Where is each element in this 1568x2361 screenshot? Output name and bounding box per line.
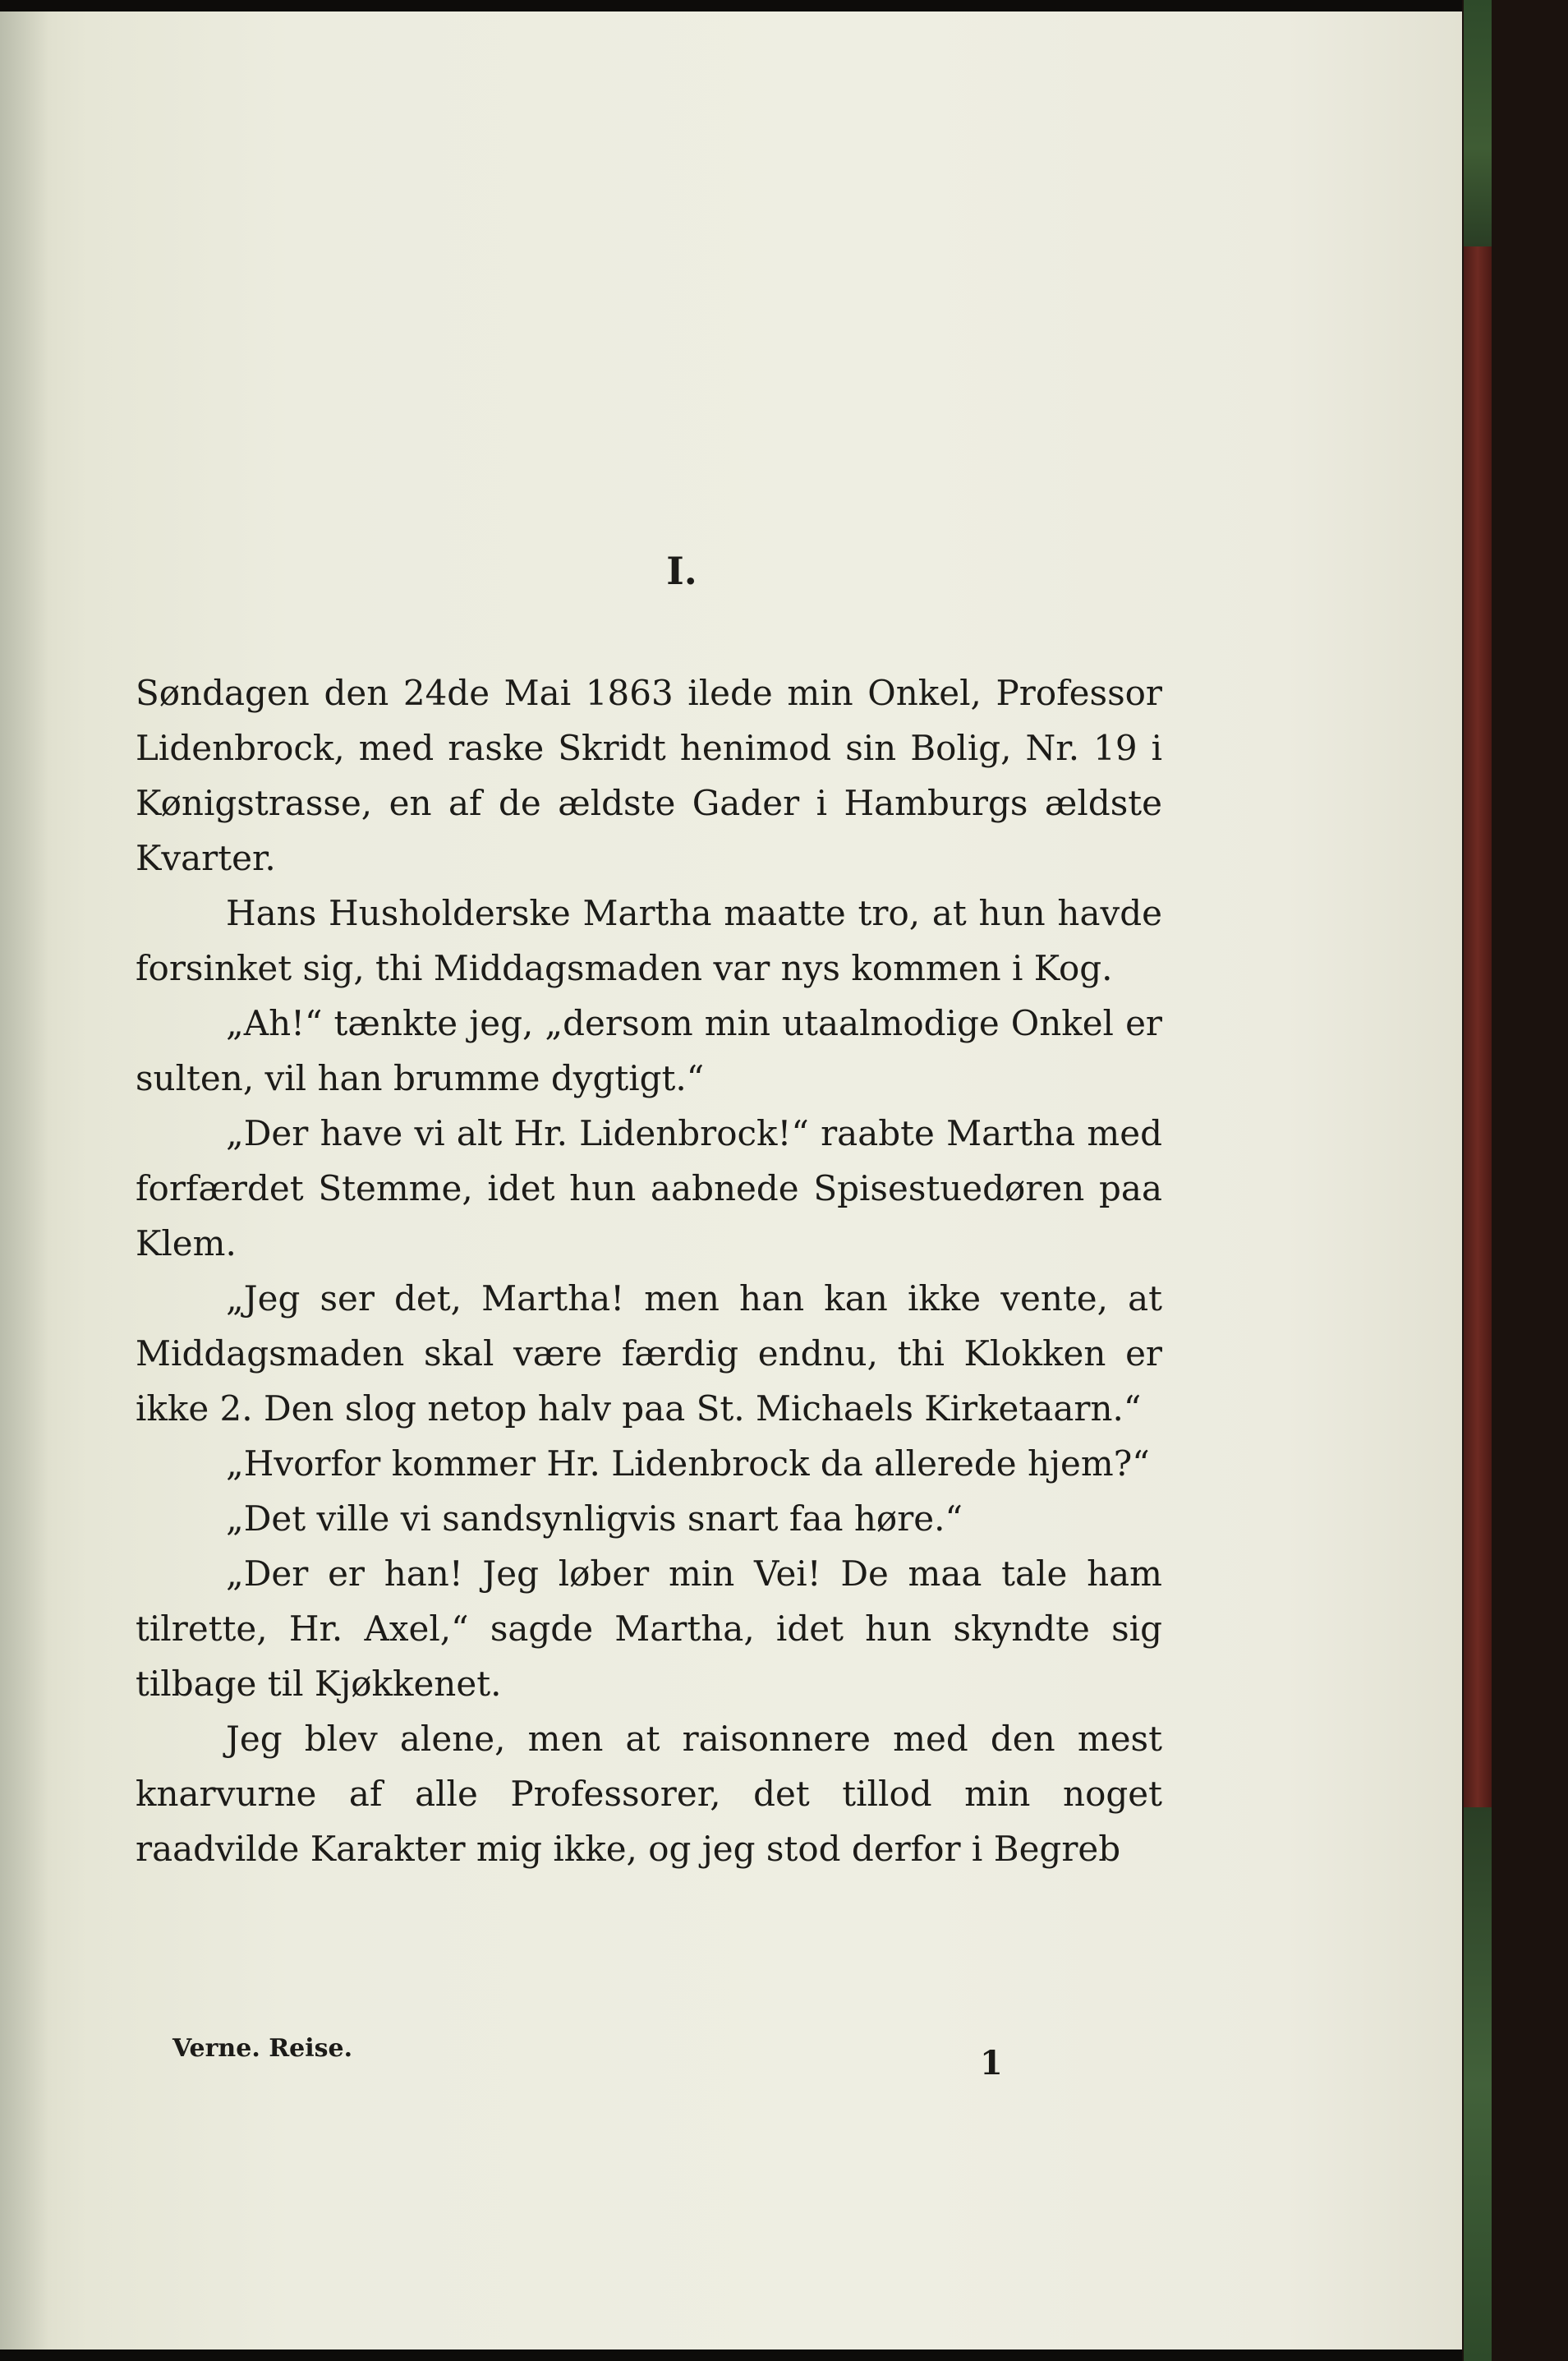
paragraph: „Ah!“ tænkte jeg, „dersom min utaalmodige Onkel er sulten, vil han brumme dygtigt.“ [136,1003,1162,1098]
paragraph: „Det ville vi sandsynligvis snart faa høre.“ [226,1498,963,1539]
page-number: 1 [980,2044,1003,2083]
chapter-body [136,665,1162,1876]
cover-binding-green-bottom [1464,1807,1492,2361]
paragraph: „Der er han! Jeg løber min Vei! De maa tale ham tilrette, Hr. Axel,“ sagde Martha, idet hun skyndte sig tilbage til Kjøkkenet. [136,1553,1162,1704]
paragraph: „Hvorfor kommer Hr. Lidenbrock da allerede hjem?“ [226,1443,1150,1484]
paragraph: Søndagen den 24de Mai 1863 ilede min Onkel, Professor Lidenbrock, med raske Skridt henimod sin Bolig, Nr. 19 i Kønigstrasse, en af de ældste Gader i Hamburgs ældste Kvarter. [136,673,1162,878]
paragraph: Jeg blev alene, men at raisonnere med den mest knarvurne af alle Professorer, det tillod min noget raadvilde Karakter mig ikke, og jeg stod derfor i Begreb [136,1719,1162,1869]
chapter-heading: I. [666,549,697,593]
paragraph: Hans Husholderske Martha maatte tro, at hun havde forsinket sig, thi Middagsmaden var nys kommen i Kog. [136,893,1162,988]
page-gutter-shadow [0,12,49,2349]
paragraph: „Jeg ser det, Martha! men han kan ikke vente, at Middagsmaden skal være færdig endnu, thi Klokken er ikke 2. Den slog netop halv paa St. Michaels Kirketaarn.“ [136,1278,1162,1429]
signature-mark: Verne. Reise. [172,2034,353,2063]
cover-binding-red [1464,246,1492,1807]
paragraph: „Der have vi alt Hr. Lidenbrock!“ raabte Martha med forfærdet Stemme, idet hun aabnede Spisestuedøren paa Klem. [136,1113,1162,1263]
cover-binding-green-top [1464,0,1492,246]
